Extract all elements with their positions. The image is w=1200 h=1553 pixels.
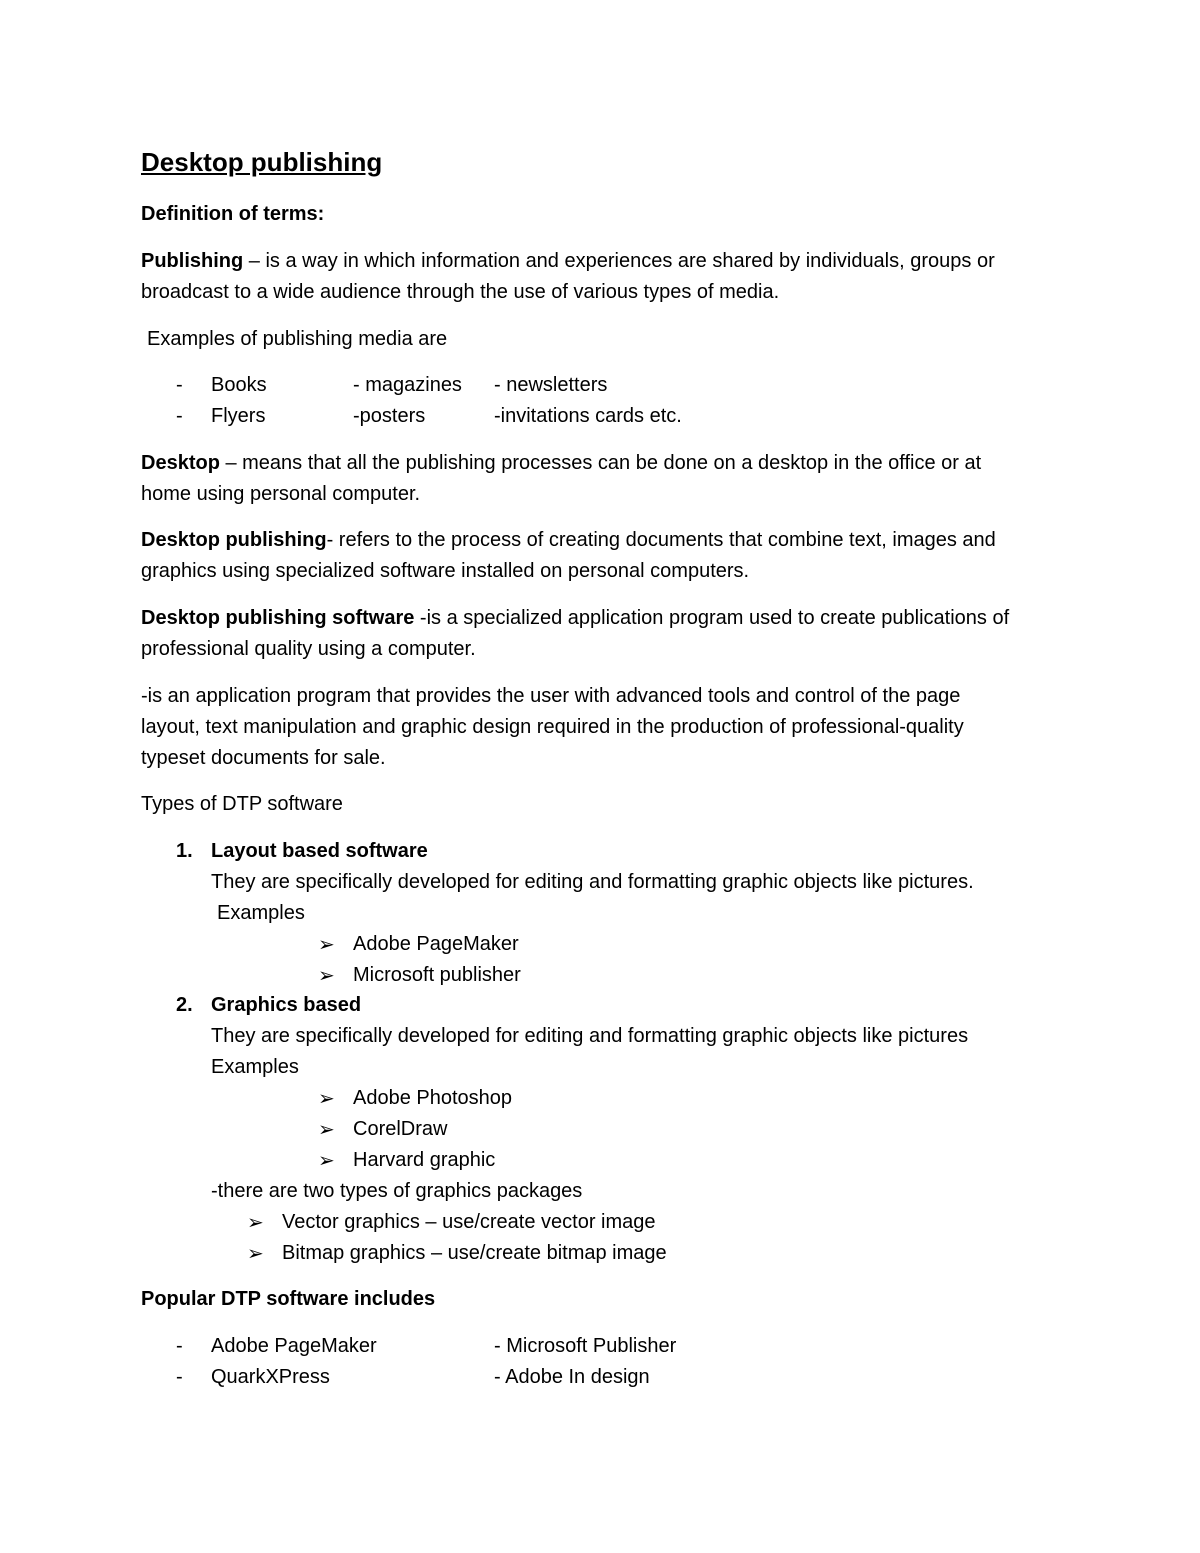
type-2-example-1: Adobe Photoshop [353,1087,513,1109]
arrow-bullet-icon: ➢ [318,1086,335,1110]
media-row-1-col-3: - newsletters [494,374,608,396]
examples-intro: Examples of publishing media are [147,328,448,350]
desktop-line-1 [141,450,981,476]
dtp-term: Desktop publishing [141,529,327,551]
popular-row-2-col-1: QuarkXPress [211,1366,330,1388]
type-2-number: 2. [176,994,193,1016]
desktop-line-2: home using personal computer. [141,483,421,505]
dtp-software-line-1 [141,605,1009,631]
dtp-software-def-1: -is a specialized application program used to create publications of [414,607,1010,629]
type-1-number: 1. [176,840,193,862]
type-2-description: They are specifically developed for editing and formatting graphic objects like pictures [211,1025,969,1047]
arrow-bullet-icon: ➢ [318,1117,335,1141]
definition-heading: Definition of terms: [141,203,325,225]
media-row-1-col-2: - magazines [353,374,462,396]
arrow-bullet-icon: ➢ [318,963,335,987]
publishing-def-1: – is a way in which information and experiences are shared by individuals, groups or [243,250,995,272]
arrow-bullet-icon: ➢ [318,932,335,956]
package-2: Bitmap graphics – use/create bitmap image [282,1242,667,1264]
media-row-1-col-1: Books [211,374,267,396]
arrow-bullet-icon: ➢ [247,1241,264,1265]
media-row-2-dash: - [176,405,183,427]
type-1-title: Layout based software [211,840,428,862]
type-2-example-2: CorelDraw [353,1118,448,1140]
media-row-2-col-1: Flyers [211,405,266,427]
type-2-title: Graphics based [211,994,362,1016]
popular-row-2-col-2: - Adobe In design [494,1366,650,1388]
popular-row-1-dash: - [176,1335,183,1357]
packages-intro: -there are two types of graphics packages [211,1180,583,1202]
media-row-2-col-3: -invitations cards etc. [494,405,682,427]
type-1-example-1: Adobe PageMaker [353,933,519,955]
publishing-line-2: broadcast to a wide audience through the use of various types of media. [141,281,780,303]
dtp-software-term: Desktop publishing software [141,607,415,629]
desktop-term: Desktop [141,452,220,474]
type-1-description: They are specifically developed for editing and formatting graphic objects like pictures. [211,871,974,893]
dtp-line-2: graphics using specialized software installed on personal computers. [141,560,750,582]
dtp-software-alt-line-1: -is an application program that provides the user with advanced tools and control of the page [141,685,961,707]
type-2-examples-label: Examples [211,1056,299,1078]
dtp-line-1 [141,527,996,553]
type-2-example-3: Harvard graphic [353,1149,496,1171]
dtp-software-alt-line-2: layout, text manipulation and graphic design required in the production of professional-quality [141,716,964,738]
types-heading: Types of DTP software [141,793,343,815]
popular-row-2-dash: - [176,1366,183,1388]
type-1-examples-label: Examples [217,902,305,924]
popular-row-1-col-2: - Microsoft Publisher [494,1335,677,1357]
desktop-def-1: – means that all the publishing processes can be done on a desktop in the office or at [219,452,982,474]
package-1: Vector graphics – use/create vector image [282,1211,656,1233]
type-1-example-2: Microsoft publisher [353,964,521,986]
publishing-term: Publishing [141,250,244,272]
document-title: Desktop publishing [141,147,383,177]
arrow-bullet-icon: ➢ [318,1148,335,1172]
arrow-bullet-icon: ➢ [247,1210,264,1234]
publishing-line-1 [141,248,995,274]
dtp-def-1: - refers to the process of creating documents that combine text, images and [326,529,996,551]
media-row-1-dash: - [176,374,183,396]
dtp-software-alt-line-3: typeset documents for sale. [141,747,386,769]
media-row-2-col-2: -posters [353,405,426,427]
popular-row-1-col-1: Adobe PageMaker [211,1335,377,1357]
dtp-software-line-2: professional quality using a computer. [141,638,476,660]
popular-heading: Popular DTP software includes [141,1288,436,1310]
